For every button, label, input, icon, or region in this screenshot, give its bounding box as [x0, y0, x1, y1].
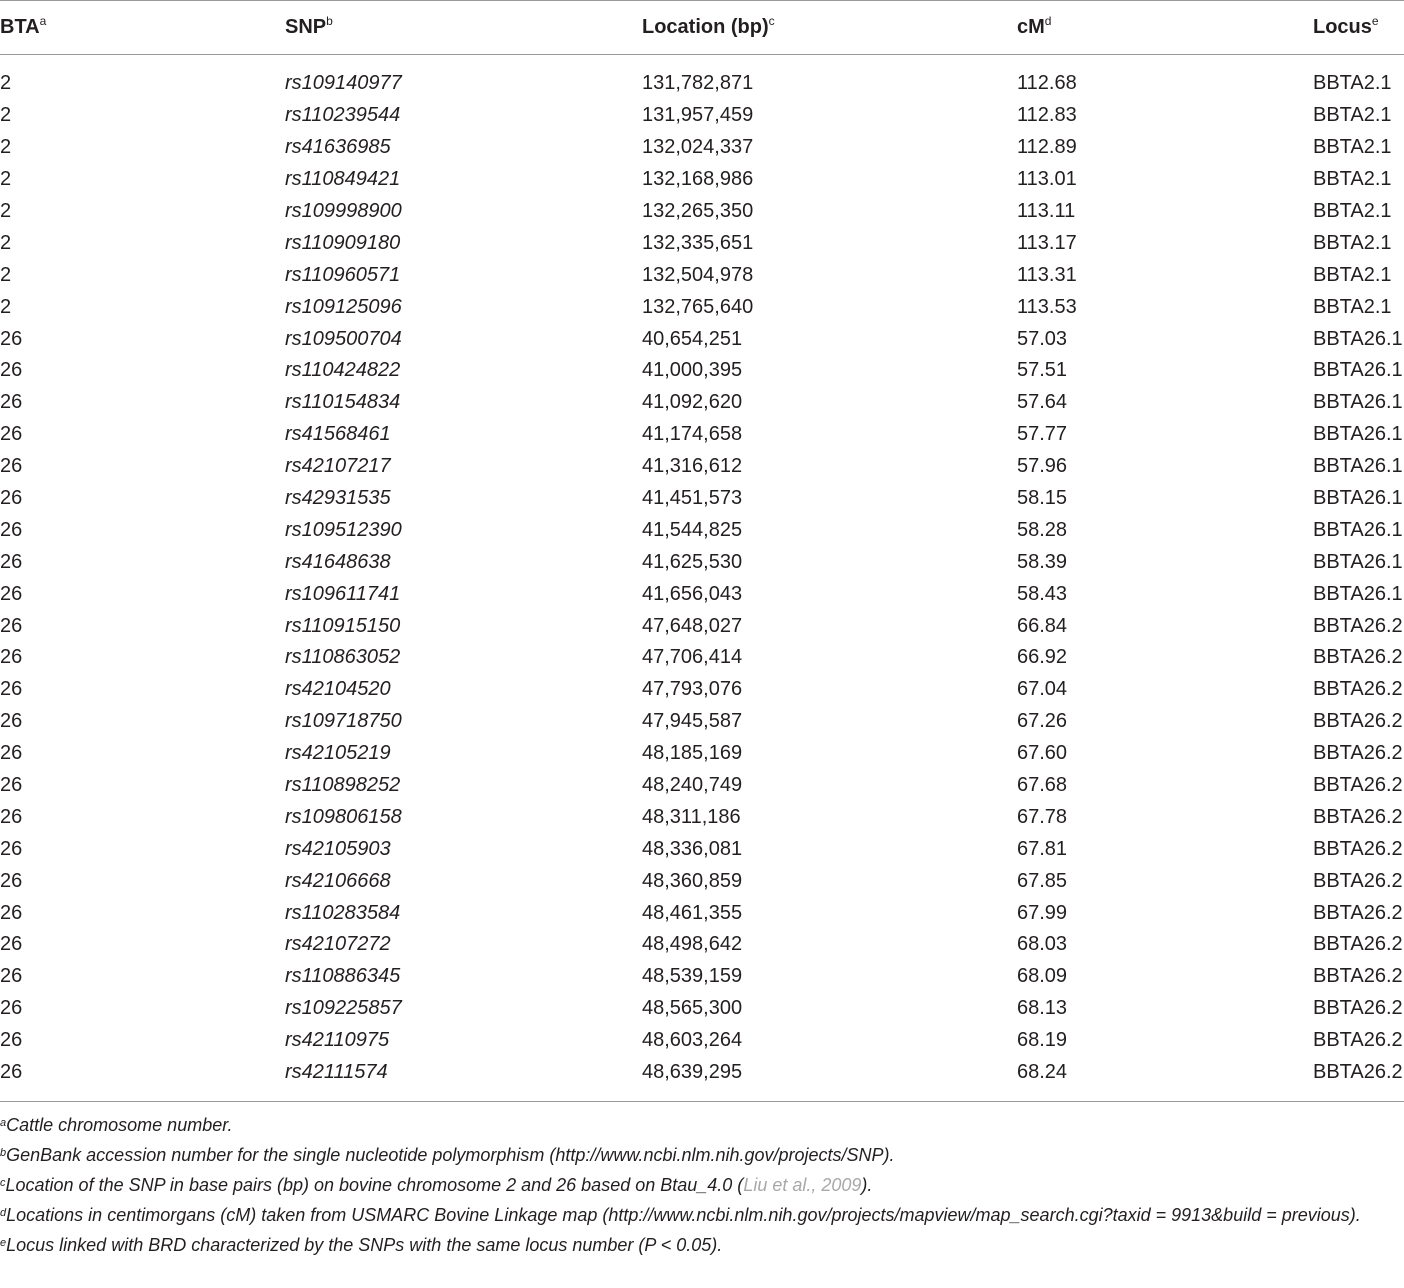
- cell-locus: BBTA2.1: [1313, 295, 1392, 318]
- cell-bta: 26: [0, 327, 23, 350]
- footnote-d: [0, 1200, 1404, 1230]
- cell-bta: 26: [0, 487, 23, 510]
- header-snp-footnote-marker: b: [326, 14, 333, 28]
- cell-snp: rs110886345: [285, 965, 401, 988]
- cell-snp: rs41648638: [285, 550, 391, 573]
- cell-cm: 67.85: [1017, 869, 1068, 892]
- cell-bta: 26: [0, 391, 23, 414]
- table-row: [0, 738, 1404, 770]
- table-row: [0, 642, 1404, 674]
- table-row: [0, 706, 1404, 738]
- footnote-c-marker: c: [0, 1177, 6, 1189]
- cell-snp: rs110960571: [285, 263, 401, 286]
- header-locus-footnote-marker: e: [1371, 14, 1379, 28]
- footnote-c-reference-link[interactable]: Liu et al., 2009: [743, 1175, 862, 1195]
- cell-location: 48,240,749: [642, 774, 743, 797]
- cell-snp: rs42107272: [285, 933, 391, 956]
- cell-bta: 2: [0, 295, 12, 318]
- cell-locus: BBTA26.2: [1313, 1061, 1403, 1084]
- footnote-a-text: Cattle chromosome number.: [6, 1115, 233, 1135]
- cell-snp: rs110283584: [285, 901, 401, 924]
- footnote-d-marker: d: [0, 1207, 7, 1219]
- cell-bta: 26: [0, 1061, 23, 1084]
- footnote-a-marker: a: [0, 1117, 7, 1129]
- cell-bta: 26: [0, 869, 23, 892]
- cell-location: 132,765,640: [642, 295, 754, 318]
- cell-locus: BBTA26.2: [1313, 805, 1403, 828]
- cell-bta: 26: [0, 550, 23, 573]
- cell-cm: 58.43: [1017, 582, 1068, 605]
- header-locus: [1313, 1, 1404, 55]
- cell-location: 132,335,651: [642, 231, 754, 254]
- cell-snp: rs110909180: [285, 231, 401, 254]
- cell-locus: BBTA26.2: [1313, 1029, 1403, 1052]
- table-row: [0, 196, 1404, 228]
- header-locus-label: Locus: [1313, 16, 1372, 38]
- cell-location: 47,793,076: [642, 678, 743, 701]
- cell-location: 48,539,159: [642, 965, 743, 988]
- table-row: [0, 1025, 1404, 1057]
- cell-cm: 68.13: [1017, 997, 1068, 1020]
- cell-locus: BBTA26.1: [1313, 423, 1403, 446]
- cell-cm: 58.28: [1017, 518, 1068, 541]
- cell-snp: rs109140977: [285, 72, 402, 95]
- header-location-footnote-marker: c: [768, 14, 775, 28]
- cell-cm: 113.53: [1017, 295, 1077, 318]
- cell-locus: BBTA26.2: [1313, 869, 1403, 892]
- cell-bta: 26: [0, 710, 23, 733]
- cell-snp: rs42105219: [285, 742, 391, 765]
- cell-cm: 57.96: [1017, 455, 1068, 478]
- table-row: [0, 993, 1404, 1025]
- header-bta-label: BTA: [0, 16, 40, 38]
- cell-snp: rs109225857: [285, 997, 402, 1020]
- cell-locus: BBTA26.2: [1313, 774, 1403, 797]
- cell-snp: rs42104520: [285, 678, 391, 701]
- cell-cm: 57.77: [1017, 423, 1068, 446]
- cell-snp: rs41636985: [285, 136, 391, 159]
- cell-snp: rs109806158: [285, 805, 402, 828]
- cell-locus: BBTA26.2: [1313, 710, 1403, 733]
- table-row: [0, 100, 1404, 132]
- header-cm: [1017, 1, 1313, 55]
- footnote-b: [0, 1140, 1404, 1170]
- cell-cm: 113.17: [1017, 231, 1077, 254]
- cell-snp: rs41568461: [285, 423, 391, 446]
- cell-cm: 57.64: [1017, 391, 1068, 414]
- cell-locus: BBTA26.2: [1313, 901, 1403, 924]
- table-row: [0, 674, 1404, 706]
- cell-cm: 113.01: [1017, 168, 1077, 191]
- cell-location: 48,603,264: [642, 1029, 743, 1052]
- cell-bta: 26: [0, 614, 23, 637]
- table-row: [0, 387, 1404, 419]
- cell-location: 48,360,859: [642, 869, 743, 892]
- cell-locus: BBTA26.1: [1313, 391, 1403, 414]
- cell-bta: 2: [0, 136, 12, 159]
- cell-locus: BBTA26.2: [1313, 614, 1403, 637]
- cell-snp: rs42107217: [285, 455, 391, 478]
- cell-location: 48,639,295: [642, 1061, 743, 1084]
- cell-bta: 26: [0, 742, 23, 765]
- table-row: [0, 546, 1404, 578]
- cell-locus: BBTA26.2: [1313, 646, 1403, 669]
- cell-bta: 26: [0, 805, 23, 828]
- cell-locus: BBTA26.1: [1313, 487, 1403, 510]
- cell-location: 47,648,027: [642, 614, 743, 637]
- cell-location: 41,451,573: [642, 487, 743, 510]
- cell-snp: rs109611741: [285, 582, 401, 605]
- cell-bta: 2: [0, 200, 12, 222]
- cell-cm: 113.11: [1017, 200, 1076, 222]
- cell-cm: 68.03: [1017, 933, 1068, 956]
- footnote-b-text: GenBank accession number for the single nucleotide polymorphism (http://www.ncbi.nlm.nih.gov/projects/SNP).: [6, 1145, 895, 1165]
- cell-cm: 66.92: [1017, 646, 1068, 669]
- cell-cm: 68.19: [1017, 1029, 1068, 1052]
- cell-snp: rs42111574: [285, 1061, 388, 1084]
- cell-locus: BBTA2.1: [1313, 136, 1392, 159]
- cell-bta: 2: [0, 104, 12, 127]
- cell-snp: rs42110975: [285, 1029, 390, 1052]
- cell-bta: 26: [0, 582, 23, 605]
- cell-bta: 2: [0, 72, 12, 95]
- cell-location: 41,174,658: [642, 423, 743, 446]
- cell-location: 48,498,642: [642, 933, 743, 956]
- footnote-b-marker: b: [0, 1147, 7, 1159]
- cell-bta: 2: [0, 231, 12, 254]
- footnote-c-text-after: ).: [861, 1175, 873, 1195]
- footnote-d-text: Locations in centimorgans (cM) taken from USMARC Bovine Linkage map (http://www.ncbi.nlm.nih.gov/projects/mapview/map_search.cgi?taxid = 9913&build = previous).: [6, 1205, 1361, 1225]
- cell-locus: BBTA26.1: [1313, 550, 1403, 573]
- cell-locus: BBTA26.1: [1313, 327, 1403, 350]
- cell-snp: rs109512390: [285, 518, 402, 541]
- table-body: [0, 55, 1404, 1102]
- cell-bta: 26: [0, 774, 23, 797]
- cell-snp: rs110915150: [285, 614, 401, 637]
- cell-snp: rs110154834: [285, 391, 401, 414]
- footnote-c: [0, 1170, 1404, 1200]
- table-row: [0, 514, 1404, 546]
- cell-bta: 26: [0, 965, 23, 988]
- cell-snp: rs42105903: [285, 837, 391, 860]
- table-row: [0, 355, 1404, 387]
- table-row: [0, 291, 1404, 323]
- cell-snp: rs109500704: [285, 327, 402, 350]
- header-bta-footnote-marker: a: [39, 14, 47, 28]
- header-row: [0, 1, 1404, 55]
- cell-cm: 113.31: [1017, 263, 1077, 286]
- header-cm-label: cM: [1017, 16, 1045, 38]
- table-row: [0, 897, 1404, 929]
- cell-cm: 58.15: [1017, 487, 1068, 510]
- cell-locus: BBTA2.1: [1313, 231, 1392, 254]
- cell-location: 48,311,186: [642, 805, 741, 828]
- table-row: [0, 578, 1404, 610]
- cell-locus: BBTA26.2: [1313, 997, 1403, 1020]
- cell-location: 131,957,459: [642, 104, 754, 127]
- header-cm-footnote-marker: d: [1044, 14, 1052, 28]
- footnote-e: [0, 1230, 1404, 1260]
- cell-location: 132,024,337: [642, 136, 754, 159]
- cell-locus: BBTA2.1: [1313, 263, 1392, 286]
- cell-location: 41,625,530: [642, 550, 743, 573]
- cell-cm: 57.51: [1017, 359, 1068, 382]
- cell-bta: 2: [0, 263, 12, 286]
- cell-cm: 67.81: [1017, 837, 1068, 860]
- cell-location: 41,000,395: [642, 359, 743, 382]
- cell-snp: rs110849421: [285, 168, 401, 191]
- cell-locus: BBTA26.1: [1313, 518, 1403, 541]
- cell-location: 48,185,169: [642, 742, 743, 765]
- cell-bta: 26: [0, 901, 23, 924]
- cell-snp: rs109125096: [285, 295, 402, 318]
- cell-bta: 26: [0, 455, 23, 478]
- cell-snp: rs110898252: [285, 774, 401, 797]
- cell-bta: 26: [0, 359, 23, 382]
- footnote-e-text: Locus linked with BRD characterized by the SNPs with the same locus number (P < 0.05).: [6, 1235, 723, 1255]
- cell-cm: 67.60: [1017, 742, 1068, 765]
- cell-locus: BBTA2.1: [1313, 200, 1392, 222]
- cell-bta: 26: [0, 837, 23, 860]
- cell-cm: 67.68: [1017, 774, 1068, 797]
- cell-bta: 26: [0, 423, 23, 446]
- cell-snp: rs42106668: [285, 869, 391, 892]
- cell-snp: rs109998900: [285, 200, 402, 222]
- cell-location: 132,504,978: [642, 263, 754, 286]
- cell-locus: BBTA26.2: [1313, 965, 1403, 988]
- cell-cm: 67.99: [1017, 901, 1068, 924]
- table-row: [0, 55, 1404, 100]
- cell-location: 48,565,300: [642, 997, 743, 1020]
- cell-locus: BBTA26.2: [1313, 742, 1403, 765]
- header-bta: [0, 1, 285, 55]
- cell-bta: 26: [0, 997, 23, 1020]
- cell-snp: rs109718750: [285, 710, 402, 733]
- cell-bta: 26: [0, 678, 23, 701]
- footnote-a: [0, 1110, 1404, 1140]
- cell-location: 132,168,986: [642, 168, 754, 191]
- table-footnotes: [0, 1110, 1404, 1260]
- cell-locus: BBTA26.1: [1313, 455, 1403, 478]
- cell-cm: 58.39: [1017, 550, 1068, 573]
- cell-locus: BBTA26.1: [1313, 582, 1403, 605]
- cell-location: 47,706,414: [642, 646, 743, 669]
- table-row: [0, 865, 1404, 897]
- cell-location: 132,265,350: [642, 200, 754, 222]
- cell-cm: 66.84: [1017, 614, 1068, 637]
- cell-bta: 26: [0, 518, 23, 541]
- footnote-e-marker: e: [0, 1237, 7, 1249]
- table-row: [0, 132, 1404, 164]
- cell-cm: 57.03: [1017, 327, 1068, 350]
- cell-location: 48,336,081: [642, 837, 743, 860]
- cell-location: 47,945,587: [642, 710, 743, 733]
- cell-snp: rs110239544: [285, 104, 401, 127]
- cell-locus: BBTA26.2: [1313, 933, 1403, 956]
- cell-snp: rs110424822: [285, 359, 401, 382]
- table-row: [0, 227, 1404, 259]
- cell-locus: BBTA2.1: [1313, 72, 1392, 95]
- cell-cm: 67.04: [1017, 678, 1068, 701]
- cell-locus: BBTA2.1: [1313, 168, 1392, 191]
- table-header: [0, 1, 1404, 55]
- header-location-label: Location (bp): [642, 16, 769, 38]
- table-row: [0, 1057, 1404, 1101]
- cell-bta: 2: [0, 168, 12, 191]
- cell-location: 41,656,043: [642, 582, 743, 605]
- cell-cm: 67.78: [1017, 805, 1068, 828]
- cell-location: 41,544,825: [642, 518, 743, 541]
- cell-cm: 112.83: [1017, 104, 1077, 127]
- table-row: [0, 610, 1404, 642]
- table-row: [0, 801, 1404, 833]
- cell-cm: 112.89: [1017, 136, 1077, 159]
- cell-cm: 67.26: [1017, 710, 1068, 733]
- table-row: [0, 961, 1404, 993]
- cell-cm: 68.24: [1017, 1061, 1068, 1084]
- table-row: [0, 419, 1404, 451]
- header-snp-label: SNP: [285, 16, 327, 38]
- cell-locus: BBTA26.2: [1313, 837, 1403, 860]
- cell-bta: 26: [0, 646, 23, 669]
- table-row: [0, 929, 1404, 961]
- table-row: [0, 323, 1404, 355]
- table-row: [0, 833, 1404, 865]
- cell-location: 131,782,871: [642, 72, 754, 95]
- cell-locus: BBTA26.1: [1313, 359, 1403, 382]
- cell-cm: 112.68: [1017, 72, 1077, 95]
- cell-bta: 26: [0, 1029, 23, 1052]
- cell-snp: rs110863052: [285, 646, 401, 669]
- table-row: [0, 259, 1404, 291]
- table-row: [0, 770, 1404, 802]
- cell-location: 41,092,620: [642, 391, 743, 414]
- cell-locus: BBTA26.2: [1313, 678, 1403, 701]
- cell-location: 40,654,251: [642, 327, 743, 350]
- table-row: [0, 483, 1404, 515]
- header-location: [642, 1, 1017, 55]
- cell-locus: BBTA2.1: [1313, 104, 1392, 127]
- cell-location: 41,316,612: [642, 455, 743, 478]
- footnote-c-text-before: Location of the SNP in base pairs (bp) on bovine chromosome 2 and 26 based on Btau_4.0 (: [5, 1175, 744, 1195]
- table-row: [0, 164, 1404, 196]
- cell-location: 48,461,355: [642, 901, 743, 924]
- cell-cm: 68.09: [1017, 965, 1068, 988]
- header-snp: [285, 1, 642, 55]
- cell-bta: 26: [0, 933, 23, 956]
- cell-snp: rs42931535: [285, 487, 391, 510]
- table-row: [0, 451, 1404, 483]
